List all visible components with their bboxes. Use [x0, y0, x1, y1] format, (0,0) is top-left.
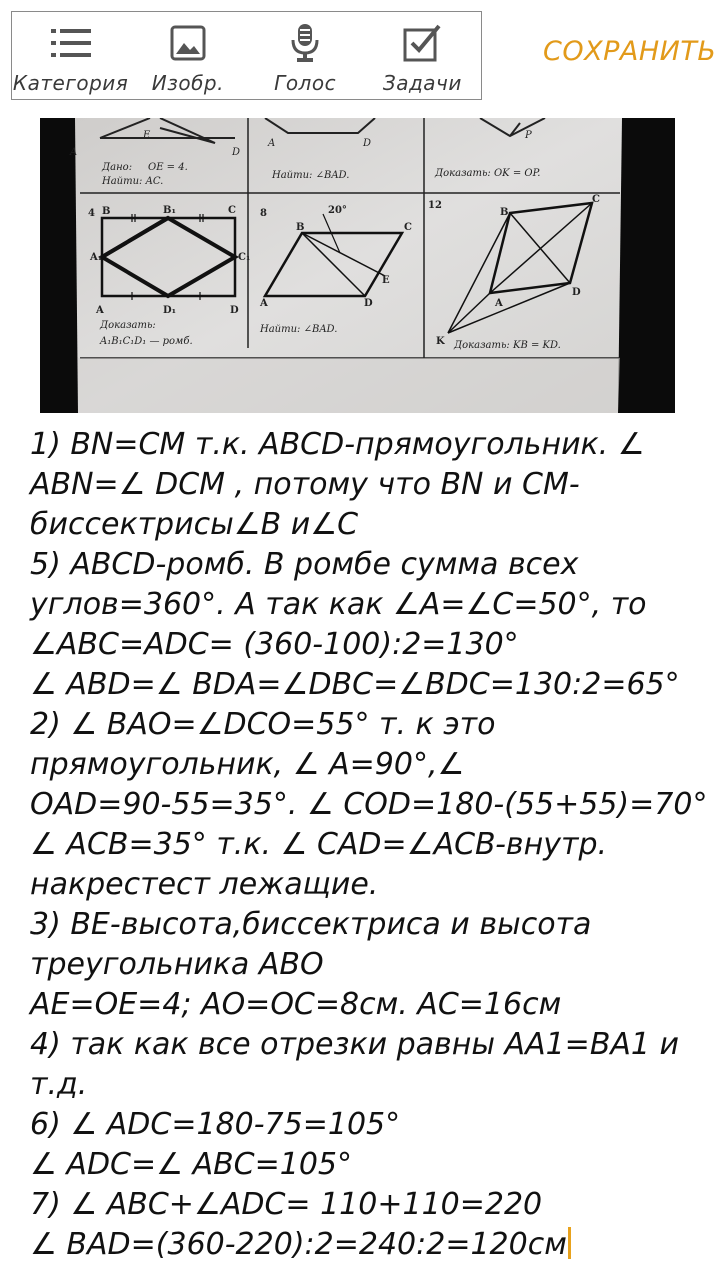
svg-text:D₁: D₁	[163, 305, 177, 316]
note-line: 6) ∠ ADC=180-75=105°	[30, 1107, 401, 1142]
voice-button[interactable]	[247, 12, 364, 99]
prove-label: Доказать:	[100, 320, 156, 331]
prove-kb: Доказать: KB = KD.	[454, 340, 561, 351]
text-cursor	[568, 1227, 571, 1259]
svg-text:B: B	[296, 222, 305, 233]
category-button[interactable]	[12, 12, 129, 99]
note-line: 1) BN=CM т.к. ABCD-прямоугольник. ∠	[30, 427, 645, 462]
problem-4-number: 4	[88, 208, 95, 219]
svg-text:A₁: A₁	[90, 252, 103, 263]
svg-text:A: A	[268, 138, 276, 149]
angle-20: 20°	[328, 205, 347, 216]
attached-photo[interactable]	[40, 118, 675, 413]
svg-text:D: D	[232, 147, 241, 158]
image-button[interactable]	[129, 12, 246, 99]
microphone-icon	[283, 23, 327, 63]
note-line: ∠ ADC=∠ ABC=105°	[30, 1147, 353, 1182]
note-line: 2) ∠ BAO=∠DCO=55° т. к это	[30, 707, 496, 742]
note-line-last	[30, 1225, 710, 1265]
svg-text:A: A	[495, 298, 503, 309]
note-line: углов=360°. А так как ∠A=∠C=50°, то	[30, 587, 647, 622]
svg-text:D: D	[364, 298, 373, 309]
note-line: биссектрисы∠B и∠C	[30, 507, 359, 542]
svg-text:P: P	[525, 130, 532, 141]
note-line: ∠ ABD=∠ BDA=∠DBC=∠BDC=130:2=65°	[30, 667, 680, 702]
note-line: 4) так как все отрезки равны AA1=BA1 и	[30, 1027, 680, 1062]
note-line: накрестест лежащие.	[30, 867, 379, 902]
note-line: прямоугольник, ∠ A=90°,∠	[30, 747, 465, 782]
svg-text:A: A	[96, 305, 104, 316]
voice-label: Голос	[274, 71, 337, 95]
svg-text:D: D	[230, 305, 239, 316]
note-line: т.д.	[30, 1067, 88, 1102]
checkbox-icon	[400, 23, 444, 63]
prove-rhomb: A₁B₁C₁D₁ — ромб.	[100, 336, 193, 347]
svg-text:B: B	[102, 206, 111, 217]
note-toolbar	[11, 11, 482, 100]
svg-text:E: E	[143, 130, 151, 141]
note-line: 7) ∠ ABC+∠ADC= 110+110=220	[30, 1187, 543, 1222]
tasks-button[interactable]	[364, 12, 481, 99]
svg-text:D: D	[363, 138, 372, 149]
svg-text:A: A	[70, 147, 78, 158]
svg-text:A: A	[260, 298, 268, 309]
given-expr: OE = 4.	[148, 162, 188, 173]
svg-text:C: C	[592, 194, 600, 205]
note-line: ABN=∠ DCM , потому что BN и CM-	[30, 467, 580, 502]
note-line: AE=OE=4; AO=OC=8см. AC=16см	[30, 987, 562, 1022]
category-label: Категория	[12, 71, 129, 95]
note-last-text: ∠ BAD=(360-220):2=240:2=120см	[30, 1227, 567, 1262]
problem-12-number: 12	[428, 200, 442, 211]
note-line: OAD=90-55=35°. ∠ COD=180-(55+55)=70°	[30, 787, 708, 822]
note-line: треугольника ABO	[30, 947, 324, 982]
given-label: Дано:	[102, 162, 133, 173]
image-icon	[166, 23, 210, 63]
problem-8-number: 8	[260, 208, 267, 219]
find-bad-top: Найти: ∠BAD.	[272, 170, 350, 181]
note-line: 3) BE-высота,биссектриса и высота	[30, 907, 592, 942]
find-ac: Найти: AC.	[102, 176, 164, 187]
svg-text:K: K	[436, 336, 445, 347]
svg-text:D: D	[572, 287, 581, 298]
svg-text:E: E	[382, 275, 390, 286]
svg-text:B₁: B₁	[163, 205, 176, 216]
image-label: Изобр.	[151, 71, 224, 95]
svg-text:B: B	[500, 207, 509, 218]
svg-text:C: C	[404, 222, 412, 233]
note-text-area[interactable]	[30, 425, 710, 1265]
note-line: ∠ ACB=35° т.к. ∠ CAD=∠ACB-внутр.	[30, 827, 608, 862]
svg-text:C: C	[228, 205, 236, 216]
note-line: ∠ABC=ADC= (360-100):2=130°	[30, 627, 519, 662]
find-bad: Найти: ∠BAD.	[260, 324, 338, 335]
svg-text:C₁: C₁	[238, 252, 251, 263]
tasks-label: Задачи	[382, 71, 462, 95]
prove-ok: Доказать: OK = OP.	[435, 168, 541, 179]
note-line: 5) ABCD-ромб. В ромбе сумма всех	[30, 547, 579, 582]
save-button[interactable]: СОХРАНИТЬ	[543, 36, 717, 67]
list-icon	[49, 23, 93, 63]
